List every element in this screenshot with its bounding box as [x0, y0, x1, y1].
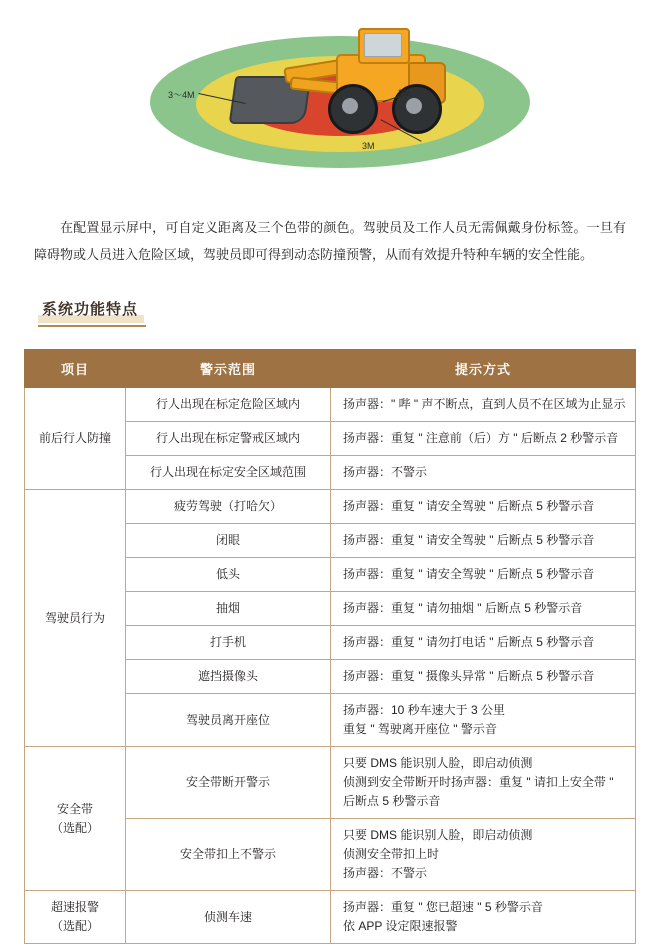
mode-cell: 扬声器：重复 " 请勿打电话 " 后断点 5 秒警示音 — [331, 626, 636, 660]
range-cell: 闭眼 — [126, 524, 331, 558]
range-cell: 行人出现在标定安全区域范围 — [126, 456, 331, 490]
section-title: 系统功能特点 — [42, 301, 139, 318]
range-cell: 行人出现在标定危险区域内 — [126, 388, 331, 422]
col-header-mode: 提示方式 — [331, 350, 636, 388]
range-cell: 疲劳驾驶（打哈欠） — [126, 490, 331, 524]
dimension-label-middle: 2M — [398, 88, 411, 98]
feature-spec-table — [24, 349, 636, 944]
mode-cell: 扬声器：重复 " 注意前（后）方 " 后断点 2 秒警示音 — [331, 422, 636, 456]
mode-cell: 扬声器：重复 " 请安全驾驶 " 后断点 5 秒警示音 — [331, 558, 636, 592]
table-row — [25, 891, 636, 944]
dimension-label-inner: 3M — [362, 141, 375, 151]
category-cell: 安全带 （选配） — [25, 747, 126, 891]
section-heading — [42, 298, 138, 319]
wheel-loader-vehicle — [232, 18, 452, 146]
category-cell: 超速报警 （选配） — [25, 891, 126, 944]
range-cell: 低头 — [126, 558, 331, 592]
hero-illustration — [0, 0, 660, 188]
table-body — [25, 388, 636, 944]
category-cell: 前后行人防撞 — [25, 388, 126, 490]
mode-cell: 扬声器：重复 " 请安全驾驶 " 后断点 5 秒警示音 — [331, 524, 636, 558]
table-header-row — [25, 350, 636, 388]
table-row — [25, 490, 636, 524]
range-cell: 打手机 — [126, 626, 331, 660]
table-row — [25, 747, 636, 819]
table-head — [25, 350, 636, 388]
mode-cell: 只要 DMS 能识别人脸，即启动侦测 侦测安全带扣上时 扬声器：不警示 — [331, 819, 636, 891]
heading-underline — [38, 325, 146, 327]
range-cell: 安全带扣上不警示 — [126, 819, 331, 891]
range-cell: 遮挡摄像头 — [126, 660, 331, 694]
category-cell: 驾驶员行为 — [25, 490, 126, 747]
mode-cell: 扬声器：" 哔 " 声不断点，直到人员不在区域为止显示 — [331, 388, 636, 422]
mode-cell: 扬声器：重复 " 请安全驾驶 " 后断点 5 秒警示音 — [331, 490, 636, 524]
mode-cell: 扬声器：重复 " 您已超速 " 5 秒警示音 依 APP 设定限速报警 — [331, 891, 636, 944]
table-row — [25, 388, 636, 422]
intro-paragraph: 在配置显示屏中，可自定义距离及三个色带的颜色。驾驶员及工作人员无需佩戴身份标签。一旦有障碍物或人员进入危险区域，驾驶员即可得到动态防撞预警，从而有效提升特种车辆的安全性能。 — [34, 220, 626, 262]
range-cell: 驾驶员离开座位 — [126, 694, 331, 747]
range-cell: 抽烟 — [126, 592, 331, 626]
loader-front-wheel — [328, 84, 378, 134]
mode-cell: 扬声器：不警示 — [331, 456, 636, 490]
range-cell: 侦测车速 — [126, 891, 331, 944]
detection-zones — [150, 18, 530, 183]
loader-cab-window — [364, 33, 402, 57]
range-cell: 行人出现在标定警戒区域内 — [126, 422, 331, 456]
range-cell: 安全带断开警示 — [126, 747, 331, 819]
col-header-range: 警示范围 — [126, 350, 331, 388]
mode-cell: 扬声器：10 秒车速大于 3 公里 重复 " 驾驶离开座位 " 警示音 — [331, 694, 636, 747]
spec-table-wrapper — [24, 349, 636, 944]
mode-cell: 扬声器：重复 " 摄像头异常 " 后断点 5 秒警示音 — [331, 660, 636, 694]
dimension-label-outer: 3～4M — [168, 90, 195, 100]
col-header-item: 项目 — [25, 350, 126, 388]
mode-cell: 只要 DMS 能识别人脸，即启动侦测 侦测到安全带断开时扬声器：重复 " 请扣上安全带 " 后断点 5 秒警示音 — [331, 747, 636, 819]
mode-cell: 扬声器：重复 " 请勿抽烟 " 后断点 5 秒警示音 — [331, 592, 636, 626]
